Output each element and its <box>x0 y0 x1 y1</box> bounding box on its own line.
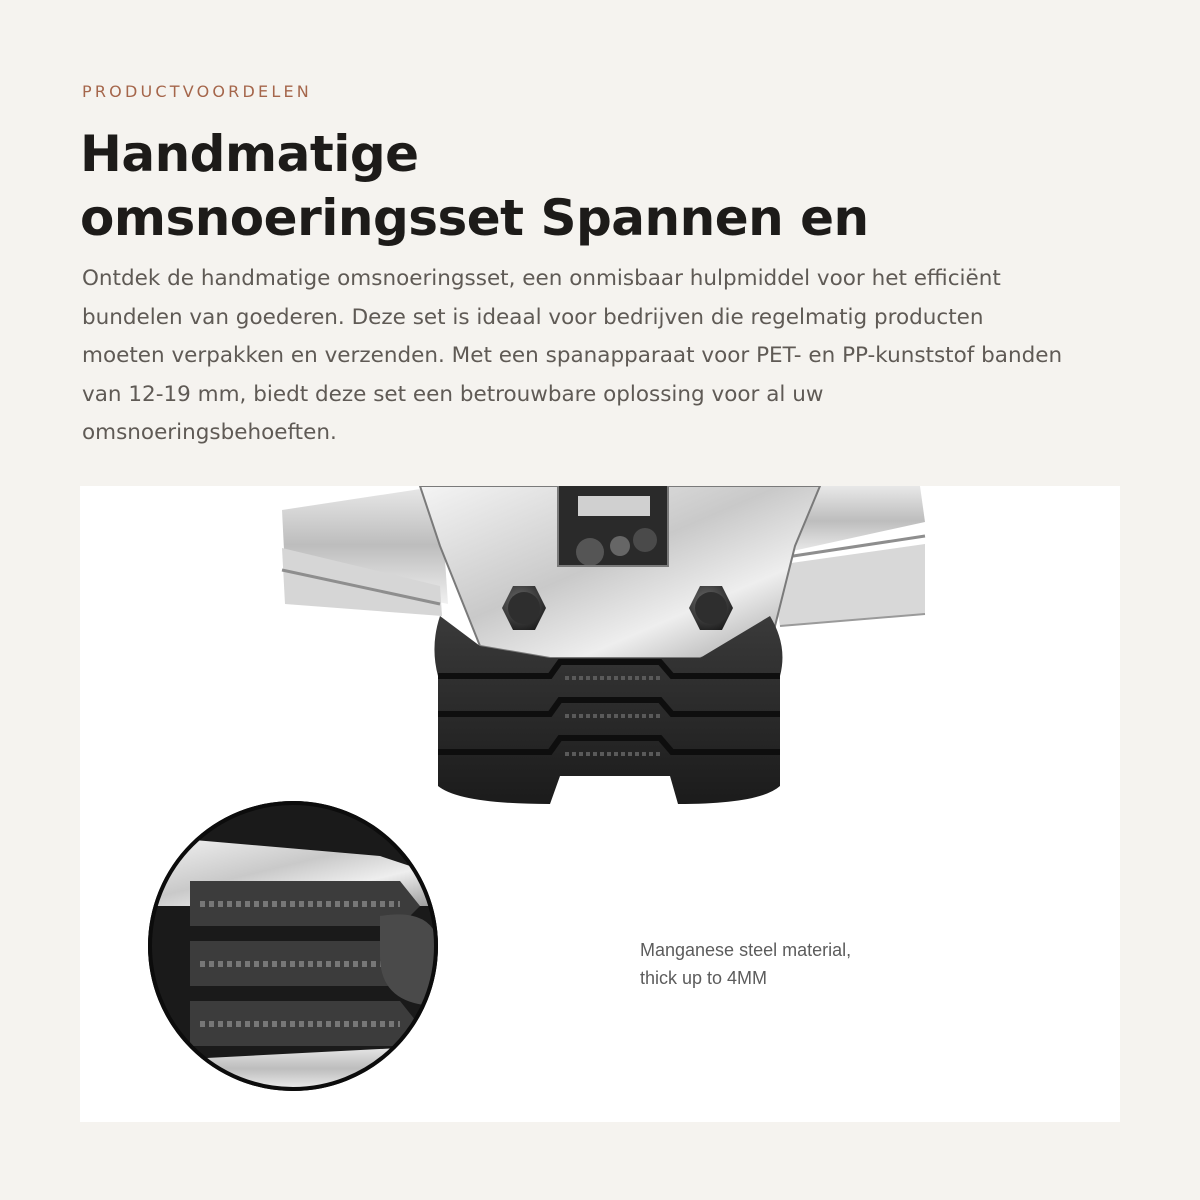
detail-inset <box>148 801 440 1091</box>
title-line-2: omsnoeringsset Spannen en <box>80 189 869 247</box>
caption-line-2: thick up to 4MM <box>640 968 768 988</box>
caption-line-1: Manganese steel material, <box>640 940 852 960</box>
strapping-tensioner-image <box>80 486 1120 1122</box>
left-handle <box>282 486 448 616</box>
top-bracket <box>558 486 668 566</box>
image-caption <box>640 936 851 992</box>
product-image-panel <box>80 486 1120 1122</box>
section-title <box>80 122 1080 250</box>
section-description: Ontdek de handmatige omsnoeringsset, een onmisbaar hulpmiddel voor het efficiënt bundelen van goederen. Deze set is ideaal voor bedrijven die regelmatig producten moeten verpakken en verzenden. Met een spanapparaat voor PET- en PP-kunststof banden van 12-19 mm, biedt deze set een betrouwbare oplossing voor al uw omsnoeringsbehoeften. <box>82 266 1063 445</box>
section-eyebrow: PRODUCTVOORDELEN <box>82 82 312 101</box>
title-line-1: Handmatige <box>80 125 419 183</box>
